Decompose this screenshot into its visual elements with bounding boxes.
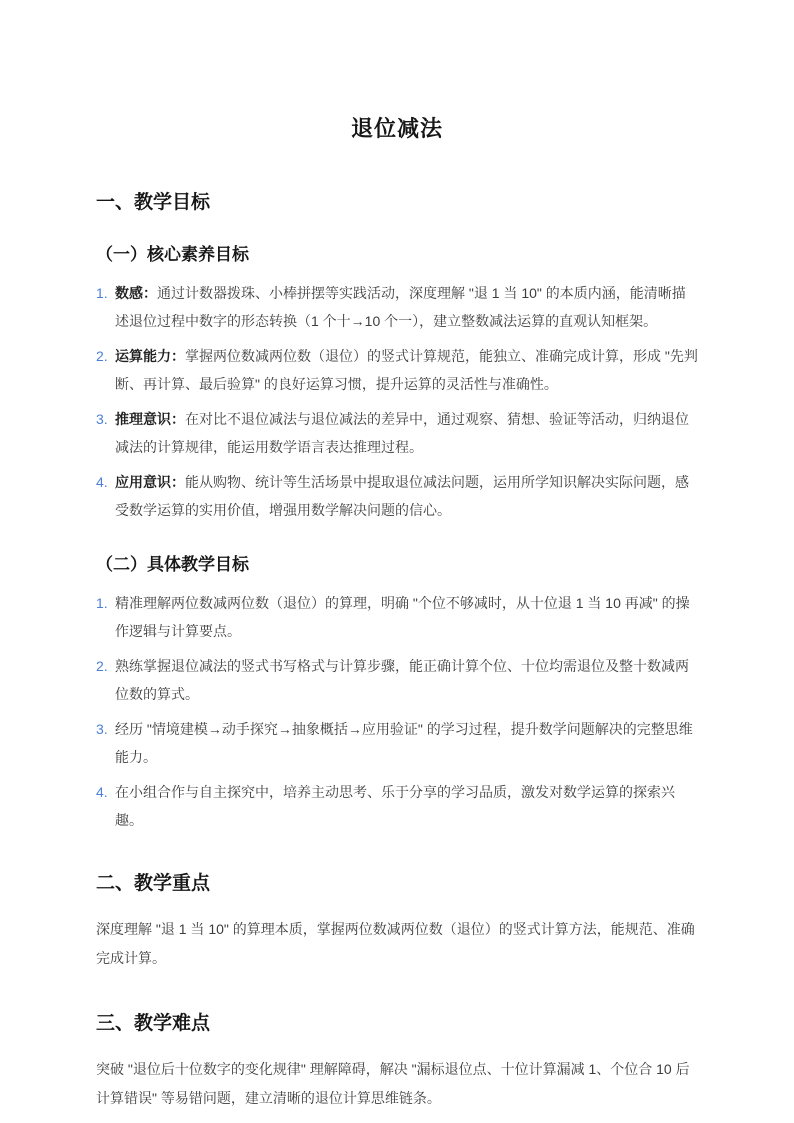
list-item <box>96 279 698 335</box>
list-item-lead: 数感： <box>115 285 157 301</box>
list-item-text: 经历 "情境建模→动手探究→抽象概括→应用验证" 的学习过程，提升数学问题解决的完整思维能力。 <box>115 721 693 765</box>
list-item-text <box>115 405 698 461</box>
list-item-lead: 推理意识： <box>115 411 185 427</box>
section-heading-teaching-focus: 二、教学重点 <box>96 873 211 894</box>
section-heading-teaching-difficulty: 三、教学难点 <box>96 1012 211 1034</box>
list-item-body: 能从购物、统计等生活场景中提取退位减法问题，运用所学知识解决实际问题，感受数学运算的实用价值，增强用数学解决问题的信心。 <box>115 474 689 518</box>
list-item-number: 2. <box>96 658 108 674</box>
list-item <box>96 589 698 645</box>
list-item-body: 在对比不退位减法与退位减法的差异中，通过观察、猜想、验证等活动，归纳退位减法的计算规律，能运用数学语言表达推理过程。 <box>115 411 689 455</box>
list-item-number: 3. <box>96 411 108 427</box>
list-item-text: 在小组合作与自主探究中，培养主动思考、乐于分享的学习品质，激发对数学运算的探索兴趣。 <box>115 784 675 828</box>
list-item <box>96 468 698 524</box>
list-item-text: 精准理解两位数减两位数（退位）的算理，明确 "个位不够减时，从十位退 1 当 10 再减" 的操作逻辑与计算要点。 <box>115 595 690 639</box>
list-item-text: 熟练掌握退位减法的竖式书写格式与计算步骤，能正确计算个位、十位均需退位及整十数减两位数的算式。 <box>115 658 689 702</box>
list-item-text <box>115 342 698 398</box>
list-item-number: 1. <box>96 285 108 301</box>
list-item-text <box>115 279 698 335</box>
specific-teaching-goal-list <box>96 589 698 834</box>
list-item <box>96 778 698 834</box>
teaching-difficulty-paragraph: 突破 "退位后十位数字的变化规律" 理解障碍，解决 "漏标退位点、十位计算漏减 1、个位合 10 后计算错误" 等易错问题，建立清晰的退位计算思维链条。 <box>96 1060 690 1107</box>
list-item-body: 掌握两位数减两位数（退位）的竖式计算规范，能独立、准确完成计算，形成 "先判断、再计算、最后验算" 的良好运算习惯，提升运算的灵活性与准确性。 <box>115 348 698 392</box>
subsection-heading-specific-teaching-goals: （二）具体教学目标 <box>96 555 249 574</box>
list-item-number: 4. <box>96 784 108 800</box>
subsection-heading-core-literacy-goals: （一）核心素养目标 <box>96 245 249 264</box>
teaching-focus-paragraph: 深度理解 "退 1 当 10" 的算理本质，掌握两位数减两位数（退位）的竖式计算方法，能规范、准确完成计算。 <box>96 921 695 967</box>
list-item-number: 2. <box>96 348 108 364</box>
list-item-number: 4. <box>96 474 108 490</box>
list-item <box>96 652 698 708</box>
doc-title: 退位减法 <box>350 116 443 141</box>
section-heading-teaching-objectives: 一、教学目标 <box>96 192 211 213</box>
core-literacy-goal-list <box>96 279 698 524</box>
list-item <box>96 405 698 461</box>
list-item <box>96 715 698 771</box>
list-item-lead: 运算能力： <box>115 348 185 364</box>
list-item <box>96 342 698 398</box>
list-item-number: 1. <box>96 595 108 611</box>
list-item-text <box>115 468 698 524</box>
list-item-body: 通过计数器拨珠、小棒拼摆等实践活动，深度理解 "退 1 当 10" 的本质内涵，能清晰描述退位过程中数字的形态转换（1 个十→10 个一），建立整数减法运算的直观认知框架。 <box>115 285 686 329</box>
list-item-number: 3. <box>96 721 108 737</box>
list-item-lead: 应用意识： <box>115 474 185 490</box>
